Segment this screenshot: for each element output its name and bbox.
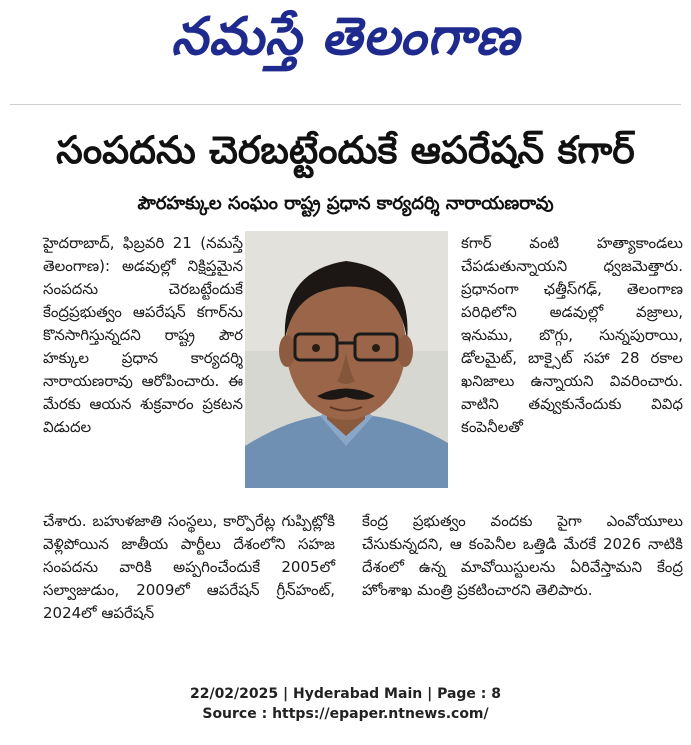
page-footer — [0, 684, 691, 724]
masthead — [0, 0, 691, 86]
footer-date-edition: 22/02/2025 | Hyderabad Main | Page : 8 — [189, 686, 502, 702]
right-column-text: కగార్ వంటి హత్యాకాండలు చేపడుతున్నాయని ధ్వజమెత్తారు. ప్రధానంగా ఛత్తీస్‌గఢ్, తెలంగాణ పరిధిలోని అడవుల్లో వజ్రాలు, ఇనుము, బొగ్గు, సున్నపురాయి, డోలమైట్, బాక్సైట్ సహా 28 రకాల ఖనిజాలు ఉన్నాయని వివరించారు. వాటిని తవ్వుకునేందుకు వివిధ కంపెనీలతో — [461, 234, 683, 436]
bottom-left-text: చేశారు. బహుళజాతి సంస్థలు, కార్పొరేట్ల గుప్పిట్లోకి వెళ్లిపోయిన జాతీయ పార్టీలు దేశంలోని సహజ సంపదను వారికి అప్పగించేందుకే 2005లో సల్వాజుడుం, 2009లో ఆపరేషన్ గ్రీన్‌హంట్, 2024లో ఆపరేషన్ — [43, 512, 335, 622]
article-photo — [245, 231, 448, 488]
portrait-image — [245, 231, 448, 488]
article-bottom-right — [362, 510, 683, 602]
article-right-column — [461, 232, 683, 439]
article-left-column — [43, 232, 243, 439]
footer-source: Source : https://epaper.ntnews.com/ — [202, 706, 489, 722]
article-subheadline: పౌరహక్కుల సంఘం రాష్ట్ర ప్రధాన కార్యదర్శి నారాయణరావు — [137, 193, 554, 214]
masthead-divider — [10, 104, 681, 105]
bottom-right-text: కేంద్ర ప్రభుత్వం వందకు పైగా ఎంవోయూలు చేసుకున్నదని, ఆ కంపెనీల ఒత్తిడి మేరకే 2026 నాటికి దేశంలో ఉన్న మావోయిస్టులను ఏరివేస్తామని కేంద్ర హోంశాఖ మంత్రి ప్రకటించారని తెలిపారు. — [362, 512, 683, 599]
article-headline: సంపదను చెరబట్టేందుకే ఆపరేషన్ కగార్ — [56, 128, 635, 172]
masthead-title: నమస్తే తెలంగాణ — [171, 6, 520, 67]
article-bottom-left — [43, 510, 335, 625]
left-column-text: హైదరాబాద్, ఫిబ్రవరి 21 (నమస్తే తెలంగాణ): అడవుల్లో నిక్షిప్తమైన సంపదను చెరబట్టేందుకే కేంద్రప్రభుత్వం ఆపరేషన్ కగార్‌ను కొనసాగిస్తున్నదని రాష్ట్ర పౌర హక్కుల ప్రధాన కార్యదర్శి నారాయణరావు ఆరోపించారు. ఈ మేరకు ఆయన శుక్రవారం ప్రకటన విడుదల — [43, 234, 243, 436]
